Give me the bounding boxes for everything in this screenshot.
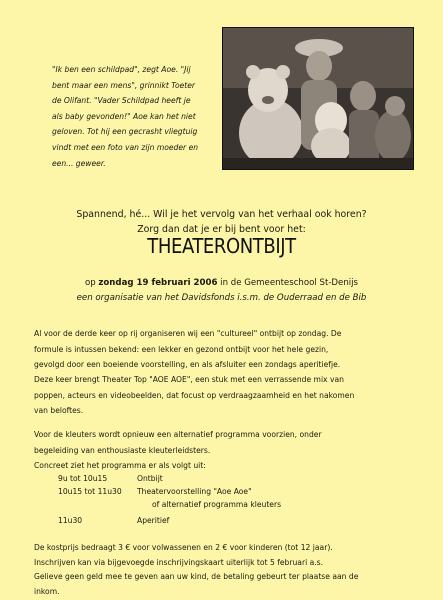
event-title: THEATERONTBIJT [147, 234, 296, 258]
schedule-desc: of alternatief programma kleuters [152, 500, 282, 509]
text-line: van beloftes. [34, 406, 84, 416]
intro-invitation: Zorg dan dat je er bij bent voor het: [137, 224, 306, 235]
paragraph-toddlers [34, 427, 399, 458]
paragraph-pricing [34, 541, 399, 599]
schedule-desc: Aperitief [137, 516, 170, 525]
schedule-desc: Theatervoorstelling "Aoe Aoe" [137, 487, 252, 496]
quote-line: "Ik ben een schildpad", zegt Aoe. "Jij [52, 65, 191, 74]
puppets-image [223, 28, 413, 169]
text-line: poppen, acteurs en videobeelden, dat focust op verdraagzaamheid en het nakomen [34, 390, 355, 400]
story-quote [52, 62, 218, 171]
schedule-time: 10u15 tot 11u30 [58, 487, 122, 496]
event-place: in de Gemeenteschool St-Denijs [217, 278, 359, 288]
text-line: inkom. [34, 586, 60, 596]
text-line: gevolgd door een boeiende voorstelling, en als afsluiter een zondags aperitiefje. [34, 360, 341, 370]
theater-photo [222, 27, 414, 170]
quote-line: geloven. Tot hij een gecrasht vliegtuig [52, 127, 198, 137]
schedule-time: 9u tot 10u15 [58, 474, 108, 483]
quote-line: de Olifant. "Vader Schildpad heeft je [52, 96, 191, 106]
text-line: formule is intussen bekend: een lekker en gezond ontbijt voor het hele gezin, [34, 344, 329, 354]
schedule-intro: Concreet ziet het programma er als volgt uit: [34, 461, 206, 470]
text-line: Al voor de derde keer op rij organiseren wij een "cultureel" ontbijt op zondag. De [34, 329, 342, 338]
text-line: Voor de kleuters wordt opnieuw een alternatief programma voorzien, onder [34, 430, 322, 439]
event-organizer: een organisatie van het Davidsfonds i.s.m. de Ouderraad en de Bib [76, 293, 367, 303]
quote-line: vindt met een foto van zijn moeder en [52, 142, 199, 152]
schedule-time: 11u30 [58, 516, 83, 525]
quote-line: als baby gevonden!" Aoe kan het niet [52, 111, 196, 121]
text-line: De kostprijs bedraagt 3 € voor volwassenen en 2 € voor kinderen (tot 12 jaar). [34, 543, 333, 552]
text-line: Gelieve geen geld mee te geven aan uw kind, de betaling gebeurt ter plaatse aan de [34, 572, 359, 582]
text-line: Inschrijven kan via bijgevoegde inschrijvingskaart uiterlijk tot 5 februari a.s. [34, 557, 324, 567]
intro-question: Spannend, hé... Wil je het vervolg van het verhaal ook horen? [76, 209, 367, 220]
paragraph-performance [34, 372, 399, 419]
event-prefix: op [84, 278, 99, 288]
event-date: zondag 19 februari 2006 [98, 278, 218, 288]
event-date-line [0, 278, 443, 288]
text-line: begeleiding van enthousiaste kleuterleidsters. [34, 445, 211, 455]
quote-line: een... geweer. [52, 158, 106, 168]
paragraph-formula [34, 326, 399, 373]
text-line: Deze keer brengt Theater Top "AOE AOE", een stuk met een verrassende mix van [34, 375, 344, 384]
quote-line: bent maar een mens", grinnikt Toeter [52, 80, 196, 90]
schedule-desc: Ontbijt [137, 474, 163, 483]
